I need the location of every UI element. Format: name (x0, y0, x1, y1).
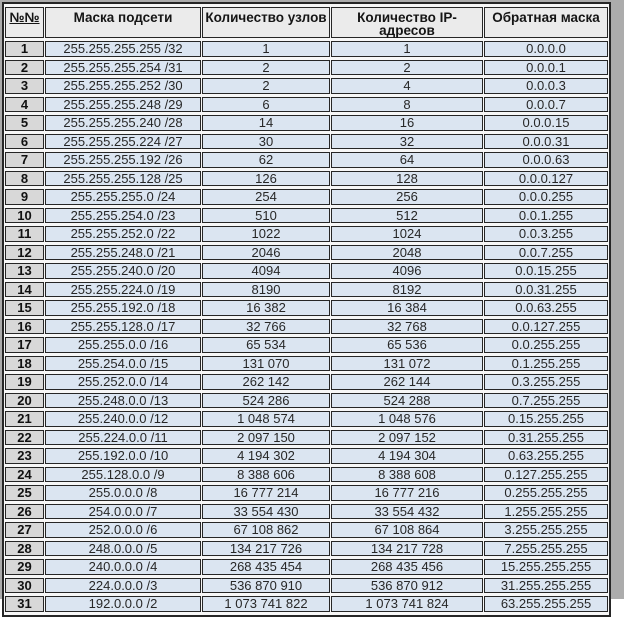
cell-subnet-mask: 255.255.255.0 /24 (45, 189, 201, 205)
table-row (5, 226, 608, 242)
cell-wildcard-mask: 7.255.255.255 (484, 541, 608, 557)
cell-number: 24 (5, 467, 44, 483)
cell-number: 25 (5, 485, 44, 501)
cell-wildcard-mask: 31.255.255.255 (484, 578, 608, 594)
cell-number: 9 (5, 189, 44, 205)
table-row (5, 374, 608, 390)
cell-subnet-mask: 255.255.254.0 /23 (45, 208, 201, 224)
cell-host-count: 8 388 606 (202, 467, 330, 483)
cell-host-count: 4 194 302 (202, 448, 330, 464)
cell-ip-count: 268 435 456 (331, 559, 483, 575)
table-row (5, 319, 608, 335)
table-row (5, 504, 608, 520)
cell-number: 15 (5, 300, 44, 316)
cell-host-count: 131 070 (202, 356, 330, 372)
cell-wildcard-mask: 0.0.3.255 (484, 226, 608, 242)
cell-number: 8 (5, 171, 44, 187)
cell-ip-count: 2048 (331, 245, 483, 261)
table-row (5, 300, 608, 316)
cell-host-count: 262 142 (202, 374, 330, 390)
cell-subnet-mask: 255.255.128.0 /17 (45, 319, 201, 335)
table-header (5, 7, 608, 38)
cell-wildcard-mask: 0.15.255.255 (484, 411, 608, 427)
cell-host-count: 8190 (202, 282, 330, 298)
table-row (5, 448, 608, 464)
header-ip-count: Количество IP-адресов (331, 7, 483, 38)
cell-number: 2 (5, 60, 44, 76)
cell-number: 26 (5, 504, 44, 520)
cell-ip-count: 16 777 216 (331, 485, 483, 501)
cell-ip-count: 8192 (331, 282, 483, 298)
cell-subnet-mask: 255.254.0.0 /15 (45, 356, 201, 372)
table-row (5, 541, 608, 557)
cell-number: 29 (5, 559, 44, 575)
cell-number: 18 (5, 356, 44, 372)
cell-number: 5 (5, 115, 44, 131)
cell-ip-count: 536 870 912 (331, 578, 483, 594)
header-number: №№ (5, 7, 44, 38)
cell-subnet-mask: 255.0.0.0 /8 (45, 485, 201, 501)
cell-subnet-mask: 255.255.255.240 /28 (45, 115, 201, 131)
table-row (5, 263, 608, 279)
cell-wildcard-mask: 0.3.255.255 (484, 374, 608, 390)
cell-number: 22 (5, 430, 44, 446)
table-row (5, 578, 608, 594)
table-row (5, 134, 608, 150)
table-row (5, 485, 608, 501)
cell-host-count: 62 (202, 152, 330, 168)
cell-number: 17 (5, 337, 44, 353)
cell-ip-count: 67 108 864 (331, 522, 483, 538)
cell-host-count: 4094 (202, 263, 330, 279)
cell-number: 30 (5, 578, 44, 594)
cell-number: 20 (5, 393, 44, 409)
cell-subnet-mask: 224.0.0.0 /3 (45, 578, 201, 594)
table-row (5, 41, 608, 57)
cell-subnet-mask: 255.255.224.0 /19 (45, 282, 201, 298)
cell-host-count: 126 (202, 171, 330, 187)
cell-host-count: 2 (202, 60, 330, 76)
cell-wildcard-mask: 0.0.0.63 (484, 152, 608, 168)
cell-wildcard-mask: 0.0.15.255 (484, 263, 608, 279)
cell-number: 1 (5, 41, 44, 57)
cell-wildcard-mask: 0.7.255.255 (484, 393, 608, 409)
cell-subnet-mask: 255.255.255.254 /31 (45, 60, 201, 76)
cell-host-count: 254 (202, 189, 330, 205)
cell-ip-count: 134 217 728 (331, 541, 483, 557)
cell-host-count: 65 534 (202, 337, 330, 353)
cell-wildcard-mask: 0.255.255.255 (484, 485, 608, 501)
cell-host-count: 2 097 150 (202, 430, 330, 446)
cell-subnet-mask: 255.255.255.252 /30 (45, 78, 201, 94)
cell-wildcard-mask: 0.0.1.255 (484, 208, 608, 224)
table-row (5, 60, 608, 76)
cell-wildcard-mask: 0.0.7.255 (484, 245, 608, 261)
cell-number: 13 (5, 263, 44, 279)
cell-subnet-mask: 255.240.0.0 /12 (45, 411, 201, 427)
cell-number: 14 (5, 282, 44, 298)
cell-wildcard-mask: 0.0.31.255 (484, 282, 608, 298)
table-row (5, 467, 608, 483)
cell-ip-count: 1 073 741 824 (331, 596, 483, 612)
cell-ip-count: 8 (331, 97, 483, 113)
cell-subnet-mask: 255.255.255.255 /32 (45, 41, 201, 57)
subnet-mask-table (2, 2, 611, 617)
cell-subnet-mask: 255.255.192.0 /18 (45, 300, 201, 316)
cell-subnet-mask: 248.0.0.0 /5 (45, 541, 201, 557)
cell-number: 7 (5, 152, 44, 168)
header-row (5, 7, 608, 38)
table-row (5, 115, 608, 131)
cell-wildcard-mask: 0.0.0.0 (484, 41, 608, 57)
cell-host-count: 33 554 430 (202, 504, 330, 520)
header-subnet-mask: Маска подсети (45, 7, 201, 38)
table-row (5, 208, 608, 224)
header-host-count: Количество узлов (202, 7, 330, 38)
cell-wildcard-mask: 0.0.0.255 (484, 189, 608, 205)
cell-ip-count: 4 (331, 78, 483, 94)
cell-number: 27 (5, 522, 44, 538)
cell-subnet-mask: 255.248.0.0 /13 (45, 393, 201, 409)
cell-host-count: 134 217 726 (202, 541, 330, 557)
header-wildcard-mask: Обратная маска (484, 7, 608, 38)
cell-ip-count: 16 (331, 115, 483, 131)
cell-ip-count: 131 072 (331, 356, 483, 372)
cell-host-count: 2046 (202, 245, 330, 261)
cell-number: 3 (5, 78, 44, 94)
cell-subnet-mask: 255.255.240.0 /20 (45, 263, 201, 279)
cell-wildcard-mask: 0.31.255.255 (484, 430, 608, 446)
cell-ip-count: 33 554 432 (331, 504, 483, 520)
cell-host-count: 67 108 862 (202, 522, 330, 538)
cell-number: 16 (5, 319, 44, 335)
cell-subnet-mask: 255.252.0.0 /14 (45, 374, 201, 390)
cell-subnet-mask: 255.255.0.0 /16 (45, 337, 201, 353)
cell-subnet-mask: 252.0.0.0 /6 (45, 522, 201, 538)
cell-subnet-mask: 255.224.0.0 /11 (45, 430, 201, 446)
cell-subnet-mask: 255.192.0.0 /10 (45, 448, 201, 464)
cell-ip-count: 262 144 (331, 374, 483, 390)
cell-wildcard-mask: 0.1.255.255 (484, 356, 608, 372)
cell-subnet-mask: 192.0.0.0 /2 (45, 596, 201, 612)
cell-wildcard-mask: 1.255.255.255 (484, 504, 608, 520)
cell-subnet-mask: 255.255.255.224 /27 (45, 134, 201, 150)
table-row (5, 282, 608, 298)
cell-host-count: 6 (202, 97, 330, 113)
cell-host-count: 16 382 (202, 300, 330, 316)
cell-wildcard-mask: 0.63.255.255 (484, 448, 608, 464)
cell-ip-count: 32 (331, 134, 483, 150)
cell-subnet-mask: 255.255.255.192 /26 (45, 152, 201, 168)
cell-subnet-mask: 255.128.0.0 /9 (45, 467, 201, 483)
cell-wildcard-mask: 63.255.255.255 (484, 596, 608, 612)
table-row (5, 189, 608, 205)
table-row (5, 559, 608, 575)
cell-ip-count: 128 (331, 171, 483, 187)
cell-host-count: 268 435 454 (202, 559, 330, 575)
cell-ip-count: 8 388 608 (331, 467, 483, 483)
cell-wildcard-mask: 0.0.63.255 (484, 300, 608, 316)
cell-subnet-mask: 240.0.0.0 /4 (45, 559, 201, 575)
cell-number: 19 (5, 374, 44, 390)
cell-wildcard-mask: 0.0.0.31 (484, 134, 608, 150)
cell-wildcard-mask: 0.0.0.3 (484, 78, 608, 94)
cell-host-count: 1 073 741 822 (202, 596, 330, 612)
table-row (5, 97, 608, 113)
cell-subnet-mask: 255.255.255.248 /29 (45, 97, 201, 113)
table-row (5, 411, 608, 427)
cell-host-count: 1 (202, 41, 330, 57)
cell-host-count: 510 (202, 208, 330, 224)
table-row (5, 245, 608, 261)
cell-host-count: 524 286 (202, 393, 330, 409)
table-row (5, 393, 608, 409)
table-body (5, 41, 608, 612)
cell-ip-count: 524 288 (331, 393, 483, 409)
cell-ip-count: 32 768 (331, 319, 483, 335)
cell-ip-count: 64 (331, 152, 483, 168)
cell-host-count: 1022 (202, 226, 330, 242)
cell-host-count: 536 870 910 (202, 578, 330, 594)
cell-number: 21 (5, 411, 44, 427)
cell-ip-count: 4 194 304 (331, 448, 483, 464)
cell-ip-count: 1 (331, 41, 483, 57)
cell-wildcard-mask: 0.0.0.1 (484, 60, 608, 76)
table-row (5, 78, 608, 94)
cell-wildcard-mask: 0.0.0.15 (484, 115, 608, 131)
cell-ip-count: 65 536 (331, 337, 483, 353)
cell-wildcard-mask: 3.255.255.255 (484, 522, 608, 538)
cell-number: 10 (5, 208, 44, 224)
cell-ip-count: 2 097 152 (331, 430, 483, 446)
table-row (5, 522, 608, 538)
cell-host-count: 30 (202, 134, 330, 150)
cell-subnet-mask: 254.0.0.0 /7 (45, 504, 201, 520)
cell-number: 6 (5, 134, 44, 150)
table-row (5, 430, 608, 446)
cell-ip-count: 1024 (331, 226, 483, 242)
cell-number: 23 (5, 448, 44, 464)
cell-host-count: 14 (202, 115, 330, 131)
cell-subnet-mask: 255.255.255.128 /25 (45, 171, 201, 187)
table-row (5, 337, 608, 353)
cell-subnet-mask: 255.255.252.0 /22 (45, 226, 201, 242)
cell-ip-count: 512 (331, 208, 483, 224)
table-row (5, 596, 608, 612)
cell-host-count: 16 777 214 (202, 485, 330, 501)
cell-ip-count: 4096 (331, 263, 483, 279)
cell-ip-count: 16 384 (331, 300, 483, 316)
cell-number: 12 (5, 245, 44, 261)
table-row (5, 356, 608, 372)
cell-wildcard-mask: 0.0.0.127 (484, 171, 608, 187)
cell-host-count: 1 048 574 (202, 411, 330, 427)
cell-host-count: 2 (202, 78, 330, 94)
cell-wildcard-mask: 0.0.255.255 (484, 337, 608, 353)
table-row (5, 171, 608, 187)
cell-wildcard-mask: 0.0.127.255 (484, 319, 608, 335)
cell-host-count: 32 766 (202, 319, 330, 335)
cell-ip-count: 2 (331, 60, 483, 76)
cell-number: 28 (5, 541, 44, 557)
cell-ip-count: 256 (331, 189, 483, 205)
cell-number: 11 (5, 226, 44, 242)
table-row (5, 152, 608, 168)
cell-wildcard-mask: 0.0.0.7 (484, 97, 608, 113)
cell-subnet-mask: 255.255.248.0 /21 (45, 245, 201, 261)
cell-number: 31 (5, 596, 44, 612)
cell-wildcard-mask: 15.255.255.255 (484, 559, 608, 575)
cell-number: 4 (5, 97, 44, 113)
cell-wildcard-mask: 0.127.255.255 (484, 467, 608, 483)
cell-ip-count: 1 048 576 (331, 411, 483, 427)
